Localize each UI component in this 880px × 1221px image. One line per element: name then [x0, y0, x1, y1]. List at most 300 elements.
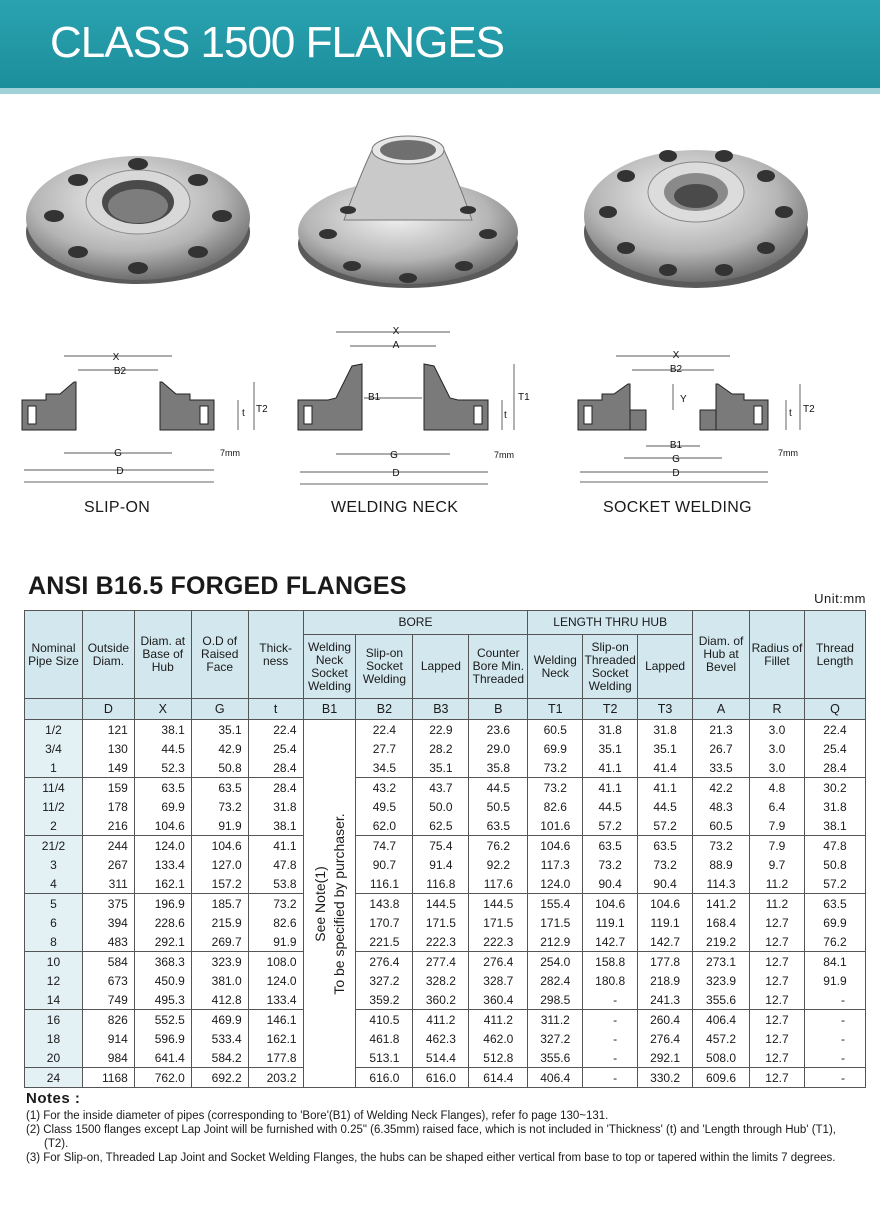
code-r: R — [750, 699, 805, 720]
cell-value: 49.5 — [356, 797, 413, 816]
purchaser-note — [311, 813, 349, 994]
cell-value: 73.2 — [528, 778, 583, 798]
cell-value: 12.7 — [750, 1068, 805, 1088]
cell-value: 228.6 — [134, 913, 191, 932]
dim-g: G — [672, 454, 680, 465]
dim-a: A — [392, 340, 400, 351]
cell-value: 114.3 — [693, 874, 750, 894]
table-row — [25, 932, 866, 952]
cell-value: 483 — [82, 932, 134, 952]
cell-value: 50.0 — [413, 797, 469, 816]
cell-value: 461.8 — [356, 1029, 413, 1048]
header-bore-welding-neck: Welding Neck Socket Welding — [303, 635, 356, 699]
cell-value: 512.8 — [469, 1048, 528, 1068]
cell-nominal-size: 11/4 — [25, 778, 83, 798]
cell-nominal-size: 4 — [25, 874, 83, 894]
cell-value: 162.1 — [248, 1029, 303, 1048]
cell-value: - — [804, 1068, 865, 1088]
cell-value: 328.7 — [469, 971, 528, 990]
cell-nominal-size: 2 — [25, 816, 83, 836]
cell-nominal-size: 12 — [25, 971, 83, 990]
header-nominal-size: Nominal Pipe Size — [25, 611, 83, 699]
header-thickness: Thick- ness — [248, 611, 303, 699]
table-body — [25, 720, 866, 1088]
cell-value: 62.5 — [413, 816, 469, 836]
cell-value: 73.2 — [248, 894, 303, 914]
cell-nominal-size: 14 — [25, 990, 83, 1010]
cell-value: 50.5 — [469, 797, 528, 816]
cell-nominal-size: 18 — [25, 1029, 83, 1048]
table-row — [25, 797, 866, 816]
code-d: D — [82, 699, 134, 720]
cell-value: 162.1 — [134, 874, 191, 894]
cell-value: 35.1 — [191, 720, 248, 740]
dim-b1: B1 — [368, 392, 381, 403]
cell-value: 73.2 — [528, 758, 583, 778]
cell-value: 62.0 — [356, 816, 413, 836]
cell-value: 28.4 — [804, 758, 865, 778]
cell-value: 21.3 — [693, 720, 750, 740]
cell-value: - — [804, 990, 865, 1010]
cell-value: - — [804, 1010, 865, 1030]
cell-value: 609.6 — [693, 1068, 750, 1088]
cell-nominal-size: 21/2 — [25, 836, 83, 856]
table-row — [25, 816, 866, 836]
cell-value: 177.8 — [638, 952, 693, 972]
cell-value: 327.2 — [356, 971, 413, 990]
cell-value: 35.1 — [583, 739, 638, 758]
header-bore-slipon: Slip-on Socket Welding — [356, 635, 413, 699]
notes-title: Notes : — [26, 1090, 81, 1107]
cell-nominal-size: 6 — [25, 913, 83, 932]
cell-value: 130 — [82, 739, 134, 758]
cell-value: 219.2 — [693, 932, 750, 952]
cell-value: 203.2 — [248, 1068, 303, 1088]
cell-value: 641.4 — [134, 1048, 191, 1068]
cell-value: 394 — [82, 913, 134, 932]
cell-value: 614.4 — [469, 1068, 528, 1088]
cell-value: 368.3 — [134, 952, 191, 972]
cell-value: 44.5 — [583, 797, 638, 816]
cell-value: 323.9 — [693, 971, 750, 990]
table-row — [25, 894, 866, 914]
cell-value: 178 — [82, 797, 134, 816]
cell-value: 241.3 — [638, 990, 693, 1010]
header-length-slipon: Slip-on Threaded Socket Welding — [583, 635, 638, 699]
cell-value: 53.8 — [248, 874, 303, 894]
cell-value: 50.8 — [191, 758, 248, 778]
dim-t2: T2 — [803, 404, 815, 415]
cell-value: 826 — [82, 1010, 134, 1030]
cell-value: 28.4 — [248, 778, 303, 798]
cell-value: 31.8 — [638, 720, 693, 740]
cell-value: 25.4 — [248, 739, 303, 758]
cell-value: 75.4 — [413, 836, 469, 856]
cell-value: 462.0 — [469, 1029, 528, 1048]
header-length-thru-hub: LENGTH THRU HUB — [528, 611, 693, 635]
table-row — [25, 855, 866, 874]
cell-value: 462.3 — [413, 1029, 469, 1048]
cell-value: 104.6 — [528, 836, 583, 856]
cell-nominal-size: 24 — [25, 1068, 83, 1088]
code-b1: B1 — [303, 699, 356, 720]
cell-value: 117.6 — [469, 874, 528, 894]
header-diam-hub-bevel: Diam. of Hub at Bevel — [693, 611, 750, 699]
cell-value: 60.5 — [528, 720, 583, 740]
cell-value: 355.6 — [693, 990, 750, 1010]
cell-value: 31.8 — [804, 797, 865, 816]
dim-b1: B1 — [669, 440, 683, 451]
dim-x: X — [672, 350, 680, 361]
cell-value: 749 — [82, 990, 134, 1010]
cell-value: 92.2 — [469, 855, 528, 874]
page-title: CLASS 1500 FLANGES — [50, 18, 505, 67]
cell-value: 41.1 — [638, 778, 693, 798]
cell-value: 508.0 — [693, 1048, 750, 1068]
cell-value: 273.1 — [693, 952, 750, 972]
cell-value: 38.1 — [134, 720, 191, 740]
cell-value: 31.8 — [248, 797, 303, 816]
cell-value: 101.6 — [528, 816, 583, 836]
slip-on-label: SLIP-ON — [84, 499, 151, 516]
cell-value: 35.1 — [413, 758, 469, 778]
cell-nominal-size: 5 — [25, 894, 83, 914]
cell-value: 215.9 — [191, 913, 248, 932]
banner-divider — [0, 88, 880, 94]
table-row — [25, 758, 866, 778]
cell-value: 41.1 — [583, 778, 638, 798]
cell-value: 12.7 — [750, 913, 805, 932]
cell-value: 90.4 — [638, 874, 693, 894]
cell-value: 141.2 — [693, 894, 750, 914]
cell-value: 69.9 — [134, 797, 191, 816]
cell-value: 450.9 — [134, 971, 191, 990]
cell-value: - — [804, 1048, 865, 1068]
cell-nominal-size: 20 — [25, 1048, 83, 1068]
cell-value: 196.9 — [134, 894, 191, 914]
cell-value: 44.5 — [134, 739, 191, 758]
table-row — [25, 1010, 866, 1030]
cell-value: 34.5 — [356, 758, 413, 778]
cell-value: 177.8 — [248, 1048, 303, 1068]
cell-value: 292.1 — [638, 1048, 693, 1068]
header-diam-base-hub: Diam. at Base of Hub — [134, 611, 191, 699]
cell-value: 171.5 — [528, 913, 583, 932]
cell-value: 11.2 — [750, 874, 805, 894]
header-bore-lapped: Lapped — [413, 635, 469, 699]
cell-value: 41.1 — [583, 758, 638, 778]
cell-value: 171.5 — [413, 913, 469, 932]
cell-value: 117.3 — [528, 855, 583, 874]
cell-value: 121 — [82, 720, 134, 740]
cell-value: 616.0 — [413, 1068, 469, 1088]
cell-value: 144.5 — [413, 894, 469, 914]
cell-nominal-size: 3/4 — [25, 739, 83, 758]
cell-value: 495.3 — [134, 990, 191, 1010]
cell-value: 42.2 — [693, 778, 750, 798]
cell-value: 42.9 — [191, 739, 248, 758]
cell-value: 269.7 — [191, 932, 248, 952]
cell-value: 155.4 — [528, 894, 583, 914]
cell-value: 63.5 — [583, 836, 638, 856]
dim-7mm: 7mm — [494, 450, 514, 460]
dim-7mm: 7mm — [220, 448, 240, 458]
cell-value: 410.5 — [356, 1010, 413, 1030]
cell-value: - — [583, 1048, 638, 1068]
dim-b2: B2 — [669, 364, 683, 375]
slip-on-flange-photo — [18, 120, 258, 300]
cell-value: 9.7 — [750, 855, 805, 874]
note-3: (3) For Slip-on, Threaded Lap Joint and Socket Welding Flanges, the hubs can be shaped either vertical from base to top or tapered within the limits 7 degrees. — [26, 1152, 836, 1164]
cell-value: - — [583, 1010, 638, 1030]
cell-value: 63.5 — [804, 894, 865, 914]
dim-t: t — [242, 408, 245, 419]
cell-value: 596.9 — [134, 1029, 191, 1048]
cell-value: 104.6 — [191, 836, 248, 856]
cell-value: - — [583, 990, 638, 1010]
cell-value: 22.4 — [804, 720, 865, 740]
cell-value: 108.0 — [248, 952, 303, 972]
section-title: ANSI B16.5 FORGED FLANGES — [28, 572, 407, 600]
cell-value: 267 — [82, 855, 134, 874]
cell-value: 27.7 — [356, 739, 413, 758]
cell-value: 91.4 — [413, 855, 469, 874]
cell-value: 254.0 — [528, 952, 583, 972]
notes-section — [26, 1092, 856, 1165]
cell-value: 43.7 — [413, 778, 469, 798]
cell-value: 4.8 — [750, 778, 805, 798]
cell-value: 84.1 — [804, 952, 865, 972]
cell-value: 124.0 — [134, 836, 191, 856]
see-note-text: See Note(1) — [311, 865, 328, 942]
header-od-raised-face: O.D of Raised Face — [191, 611, 248, 699]
cell-value: - — [804, 1029, 865, 1048]
cell-value: 25.4 — [804, 739, 865, 758]
cell-value: 12.7 — [750, 1029, 805, 1048]
cell-value: 124.0 — [528, 874, 583, 894]
code-blank — [25, 699, 83, 720]
cell-value: 584.2 — [191, 1048, 248, 1068]
cell-value: 52.3 — [134, 758, 191, 778]
table-row — [25, 1068, 866, 1088]
cell-nominal-size: 8 — [25, 932, 83, 952]
cell-value: 28.2 — [413, 739, 469, 758]
socket-welding-flange-photo — [578, 120, 818, 300]
header-outside-diam: Outside Diam. — [82, 611, 134, 699]
cell-value: 73.2 — [693, 836, 750, 856]
cell-value: 673 — [82, 971, 134, 990]
table-row — [25, 971, 866, 990]
cell-value: 28.4 — [248, 758, 303, 778]
cell-value: - — [583, 1029, 638, 1048]
cell-value: 221.5 — [356, 932, 413, 952]
cell-value: 63.5 — [469, 816, 528, 836]
specified-by-purchaser-text: To be specified by purchaser. — [330, 812, 347, 995]
cell-value: 76.2 — [804, 932, 865, 952]
table-row — [25, 990, 866, 1010]
bore-b1-note-cell — [303, 720, 356, 1088]
cell-value: 22.4 — [248, 720, 303, 740]
cell-value: 144.5 — [469, 894, 528, 914]
cell-value: 1168 — [82, 1068, 134, 1088]
cell-value: 355.6 — [528, 1048, 583, 1068]
cell-value: 74.7 — [356, 836, 413, 856]
flange-dimension-table — [24, 610, 866, 1088]
cell-value: 90.7 — [356, 855, 413, 874]
cell-value: 216 — [82, 816, 134, 836]
cell-value: 63.5 — [638, 836, 693, 856]
cell-value: 411.2 — [413, 1010, 469, 1030]
cell-value: 133.4 — [134, 855, 191, 874]
cell-value: 159 — [82, 778, 134, 798]
cell-value: 533.4 — [191, 1029, 248, 1048]
cell-value: 12.7 — [750, 990, 805, 1010]
dim-t1: T1 — [518, 392, 530, 403]
cell-value: 35.1 — [638, 739, 693, 758]
cell-value: 298.5 — [528, 990, 583, 1010]
dim-b2: B2 — [113, 366, 127, 377]
cell-value: 513.1 — [356, 1048, 413, 1068]
header-counter-bore: Counter Bore Min. Threaded — [469, 635, 528, 699]
cell-value: 359.2 — [356, 990, 413, 1010]
cell-value: 133.4 — [248, 990, 303, 1010]
cell-value: 6.4 — [750, 797, 805, 816]
cell-value: 60.5 — [693, 816, 750, 836]
code-t3: T3 — [638, 699, 693, 720]
cell-value: 127.0 — [191, 855, 248, 874]
cell-value: 69.9 — [528, 739, 583, 758]
slip-on-diagram — [16, 318, 286, 488]
code-g: G — [191, 699, 248, 720]
cell-value: 212.9 — [528, 932, 583, 952]
cell-value: 31.8 — [583, 720, 638, 740]
cell-value: 222.3 — [413, 932, 469, 952]
cell-value: 12.7 — [750, 971, 805, 990]
cell-value: 104.6 — [134, 816, 191, 836]
header-length-lapped: Lapped — [638, 635, 693, 699]
cell-value: 12.7 — [750, 1010, 805, 1030]
header-length-welding-neck: Welding Neck — [528, 635, 583, 699]
cell-value: 311 — [82, 874, 134, 894]
cell-value: 7.9 — [750, 836, 805, 856]
table-row — [25, 1029, 866, 1048]
cell-value: 323.9 — [191, 952, 248, 972]
table-row — [25, 836, 866, 856]
cell-value: 185.7 — [191, 894, 248, 914]
cell-value: 57.2 — [583, 816, 638, 836]
cell-value: 23.6 — [469, 720, 528, 740]
cell-value: 411.2 — [469, 1010, 528, 1030]
cell-value: 47.8 — [248, 855, 303, 874]
note-1: (1) For the inside diameter of pipes (corresponding to 'Bore'(B1) of Welding Neck Flanges), refer fo page 130~131. — [26, 1110, 609, 1122]
cell-value: 119.1 — [638, 913, 693, 932]
dim-t: t — [789, 408, 792, 419]
cell-value: 35.8 — [469, 758, 528, 778]
dim-g: G — [114, 448, 122, 459]
cell-value: 116.1 — [356, 874, 413, 894]
cell-value: 57.2 — [804, 874, 865, 894]
cell-value: 360.4 — [469, 990, 528, 1010]
code-b2: B2 — [356, 699, 413, 720]
cell-value: 406.4 — [693, 1010, 750, 1030]
cell-value: 76.2 — [469, 836, 528, 856]
table-row — [25, 913, 866, 932]
cell-value: 44.5 — [638, 797, 693, 816]
cell-value: 218.9 — [638, 971, 693, 990]
cell-value: 457.2 — [693, 1029, 750, 1048]
code-q: Q — [804, 699, 865, 720]
cell-value: 22.9 — [413, 720, 469, 740]
cell-value: 469.9 — [191, 1010, 248, 1030]
dim-d: D — [116, 466, 124, 477]
cell-value: 914 — [82, 1029, 134, 1048]
cell-value: 91.9 — [804, 971, 865, 990]
cell-value: 282.4 — [528, 971, 583, 990]
cell-value: - — [583, 1068, 638, 1088]
cell-value: 44.5 — [469, 778, 528, 798]
cell-nominal-size: 11/2 — [25, 797, 83, 816]
code-t2: T2 — [583, 699, 638, 720]
cell-value: 146.1 — [248, 1010, 303, 1030]
header-thread-length: Thread Length — [804, 611, 865, 699]
cell-nominal-size: 3 — [25, 855, 83, 874]
cell-value: 124.0 — [248, 971, 303, 990]
dim-g: G — [390, 450, 398, 461]
dim-x: X — [112, 352, 120, 363]
cell-value: 50.8 — [804, 855, 865, 874]
cell-value: 292.1 — [134, 932, 191, 952]
cell-value: 48.3 — [693, 797, 750, 816]
dim-t: t — [504, 410, 507, 421]
code-t1: T1 — [528, 699, 583, 720]
dim-d: D — [672, 468, 680, 479]
cell-value: 244 — [82, 836, 134, 856]
cell-value: 327.2 — [528, 1029, 583, 1048]
cell-value: 33.5 — [693, 758, 750, 778]
cell-value: 276.4 — [469, 952, 528, 972]
socket-welding-label: SOCKET WELDING — [603, 499, 752, 516]
cell-value: 158.8 — [583, 952, 638, 972]
cell-value: 406.4 — [528, 1068, 583, 1088]
cell-value: 170.7 — [356, 913, 413, 932]
cell-value: 149 — [82, 758, 134, 778]
cell-value: 88.9 — [693, 855, 750, 874]
table-row — [25, 720, 866, 740]
cell-value: 984 — [82, 1048, 134, 1068]
cell-value: 222.3 — [469, 932, 528, 952]
cell-value: 11.2 — [750, 894, 805, 914]
cell-value: 180.8 — [583, 971, 638, 990]
cell-value: 277.4 — [413, 952, 469, 972]
table-row — [25, 739, 866, 758]
cell-value: 762.0 — [134, 1068, 191, 1088]
dim-d: D — [392, 468, 400, 479]
cell-value: 3.0 — [750, 739, 805, 758]
code-b: B — [469, 699, 528, 720]
cell-value: 12.7 — [750, 952, 805, 972]
cell-value: 30.2 — [804, 778, 865, 798]
cell-value: 82.6 — [248, 913, 303, 932]
cell-value: 328.2 — [413, 971, 469, 990]
cell-value: 26.7 — [693, 739, 750, 758]
cell-value: 616.0 — [356, 1068, 413, 1088]
dim-y: Y — [680, 394, 687, 405]
cell-value: 3.0 — [750, 758, 805, 778]
cell-value: 276.4 — [638, 1029, 693, 1048]
dim-t2: T2 — [256, 404, 268, 415]
table-row — [25, 952, 866, 972]
cell-value: 57.2 — [638, 816, 693, 836]
